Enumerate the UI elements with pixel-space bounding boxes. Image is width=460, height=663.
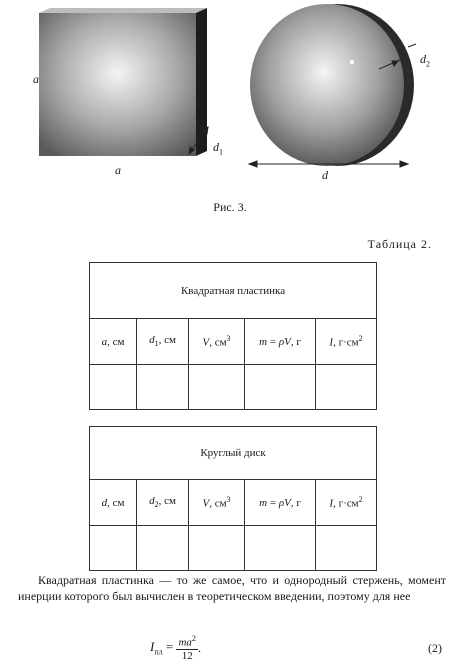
- table2-cell: [245, 526, 316, 571]
- table1-cell: [189, 365, 245, 410]
- table1-cell: [245, 365, 316, 410]
- table1-col-m: m = ρV, г: [245, 319, 316, 365]
- table1-col-d1: $d_1$, см: [137, 319, 189, 365]
- label-diameter-d: d: [322, 168, 328, 182]
- table1-col-i: I, $г\cdot см^2$: [316, 319, 377, 365]
- square-plate: [39, 8, 207, 156]
- label-d1: $d_1$: [213, 140, 223, 157]
- table2-col-i: I, $г\cdot см^2$: [316, 480, 377, 526]
- table1-cell: [316, 365, 377, 410]
- figure-3: [0, 0, 460, 200]
- table-disc: [89, 426, 377, 571]
- table2-col-d: d, см: [90, 480, 137, 526]
- figure-caption: Рис. 3.: [213, 200, 247, 214]
- disc: [250, 4, 414, 166]
- table2-cell: [316, 526, 377, 571]
- table1-col-v: V, $см^3$: [189, 319, 245, 365]
- table1-col-a: a, см: [90, 319, 137, 365]
- table2-title: Круглый диск: [90, 427, 377, 480]
- table-title: Таблица 2.: [367, 237, 432, 251]
- table2-col-d2: $d_2$, см: [137, 480, 189, 526]
- table2-col-v: V, $см^3$: [189, 480, 245, 526]
- label-side-a-left: a: [33, 72, 39, 86]
- label-d2: $d_2$: [420, 52, 430, 69]
- table-square-plate: [89, 262, 377, 410]
- table2-col-m: m = ρV, г: [245, 480, 316, 526]
- formula-inertia: $I_{пл}$ = $\frac{ma^2}{12}$ .: [150, 634, 202, 662]
- table1-cell: [137, 365, 189, 410]
- table2-cell: [137, 526, 189, 571]
- label-side-a-bottom: a: [115, 163, 121, 177]
- table2-cell: [90, 526, 137, 571]
- table2-cell: [189, 526, 245, 571]
- table1-cell: [90, 365, 137, 410]
- body-paragraph: Квадратная пластинка — то же самое, что и однородный стержень, момент инерции которого был вычислен в теоретическом введении, поэтому для нее: [18, 573, 446, 603]
- equation-number: (2): [428, 641, 442, 655]
- table1-title: Квадратная пластинка: [90, 263, 377, 319]
